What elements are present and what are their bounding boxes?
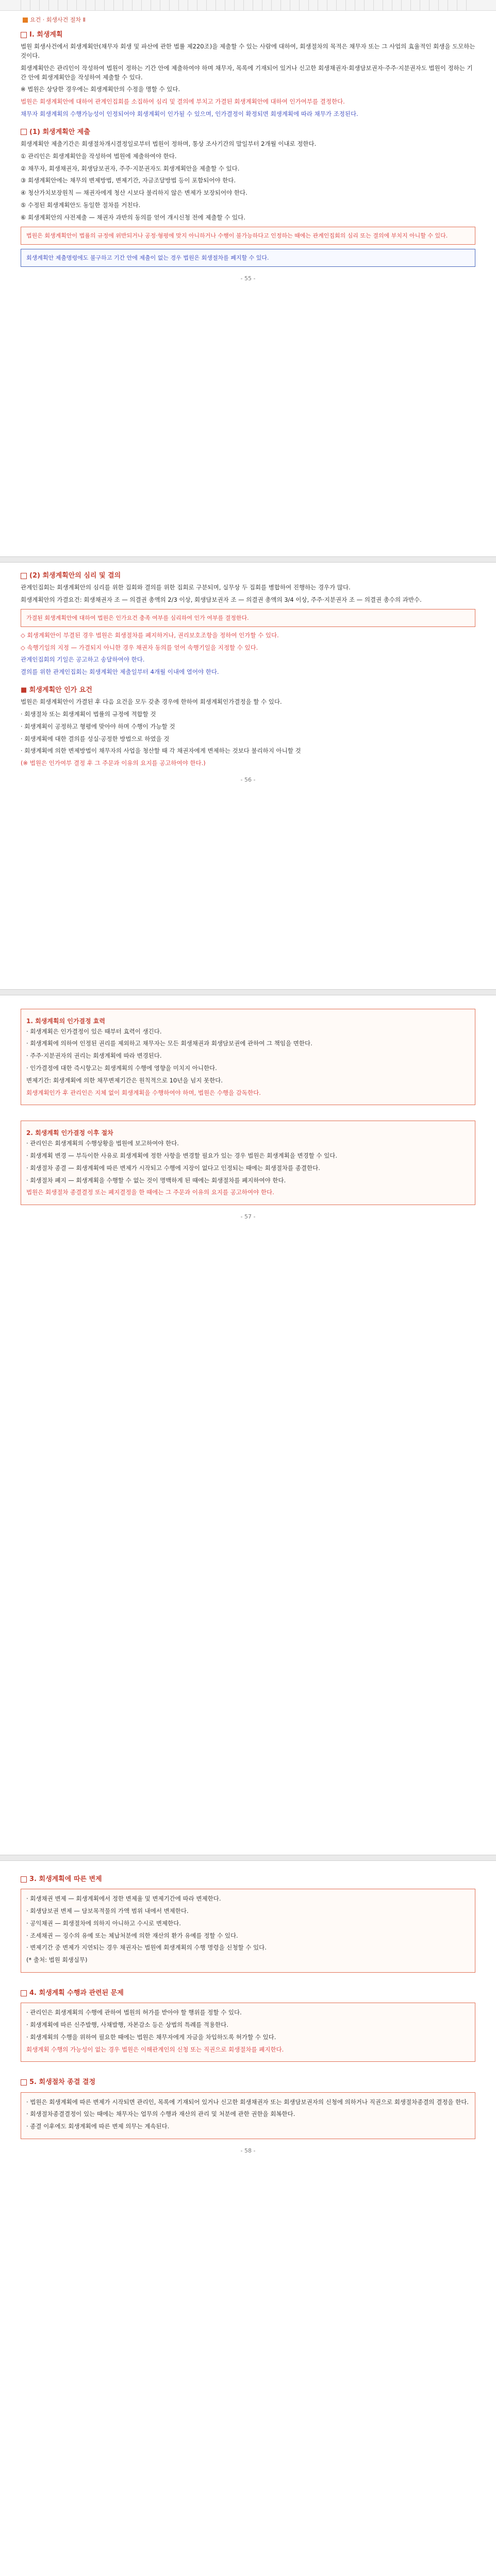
paragraph: ④ 청산가치보장원칙 — 채권자에게 청산 시보다 불리하지 않은 변제가 보장되어야 한다.	[21, 189, 247, 197]
ruler	[21, 0, 475, 10]
page-number: - 58 -	[240, 2147, 256, 2154]
box-line: · 회생계획 변경 — 부득이한 사유로 회생계획에 정한 사항을 변경할 필요가 있는 경우 법원은 회생계획을 변경할 수 있다.	[26, 1151, 338, 1159]
page-divider	[0, 556, 496, 563]
list-item: ◇ 회생계획안이 부결된 경우 법원은 회생절차를 폐지하거나, 권리보호조항을 정하여 인가할 수 있다.	[21, 631, 279, 639]
paragraph: ⑥ 회생계획안의 사전제출 — 채권자 과반의 동의를 얻어 개시신청 전에 제출할 수 있다.	[21, 213, 245, 221]
checkbox-icon	[21, 1876, 27, 1883]
notice-box: 회생계획안 제출명령에도 불구하고 기간 안에 제출이 없는 경우 법원은 회생절차를 폐지할 수 있다.	[21, 249, 475, 267]
paragraph: ※ 법원은 상당한 경우에는 회생계획안의 수정을 명할 수 있다.	[21, 86, 180, 93]
page-4	[21, 1870, 475, 2162]
box-line: · 변제기간 중 변제가 지연되는 경우 채권자는 법원에 회생계획의 수행 명령을 신청할 수 있다.	[26, 1944, 267, 1952]
blue-note: 결의를 위한 관계인집회는 회생계획안 제출일부터 4개월 이내에 열어야 한다.	[21, 668, 219, 676]
reference: (※ 법원은 인가여부 결정 후 그 주문과 이유의 요지를 공고하여야 한다.)	[21, 759, 206, 767]
callout-box: 가결된 회생계획안에 대하여 법원은 인가요건 충족 여부를 심리하여 인가 여부를 결정한다.	[21, 609, 475, 627]
page-1	[21, 26, 475, 290]
paragraph: 회생계획안의 가결요건: 회생채권자 조 — 의결권 총액의 2/3 이상, 회생담보권자 조 — 의결권 총액의 3/4 이상, 주주·지분권자 조 — 의결권 총수의 과반수.	[21, 596, 422, 603]
paragraph: · 회생절차 또는 회생계획이 법률의 규정에 적합할 것	[21, 710, 156, 718]
content-box	[21, 1889, 475, 1973]
paragraph: 회생계획안은 관리인이 작성하여 법원이 정하는 기간 안에 제출하여야 하며 채무자, 목록에 기재되어 있거나 신고한 회생채권자·회생담보권자·주주·지분권자도 법원이 정하는 기간 안에 회생계획안을 작성하여 제출할 수 있다.	[21, 64, 473, 81]
section-title: (2) 회생계획안의 심리 및 결의	[21, 571, 475, 581]
box-highlight: 회생계획인가 후 관리인은 지체 없이 회생계획을 수행하여야 하며, 법원은 수행을 감독한다.	[26, 1089, 261, 1096]
paragraph: 법원은 회생계획안이 가결된 후 다음 요건을 모두 갖춘 경우에 한하여 회생계획인가결정을 할 수 있다.	[21, 698, 282, 706]
red-note: 법원은 회생계획안에 대하여 관계인집회를 소집하여 심리 및 결의에 부치고 가결된 회생계획안에 대하여 인가여부를 결정한다.	[21, 98, 345, 106]
paragraph: ② 채무자, 회생채권자, 회생담보권자, 주주·지분권자도 회생계획안을 제출할 수 있다.	[21, 164, 240, 172]
section-title: (1) 회생계획안 제출	[21, 127, 475, 138]
paragraph: 법원 회생사건에서 회생계획안(채무자 회생 및 파산에 관한 법률 제220조)을 제출할 수 있는 사람에 대하여, 회생절차의 목적은 채무자 또는 그 사업의 효율적인 회생을 도모하는 것이다.	[21, 43, 475, 59]
box-line: · 회생계획에 따른 신주발행, 사채발행, 자본감소 등은 상법의 특례를 적용한다.	[26, 2021, 228, 2028]
box-line: · 주주·지분권자의 권리는 회생계획에 따라 변경된다.	[26, 1052, 162, 1060]
box-note: 회생계획 수행의 가능성이 없는 경우 법원은 이해관계인의 신청 또는 직권으로 회생절차를 폐지한다.	[26, 2045, 284, 2053]
paragraph: · 회생계획에 대한 결의를 성실·공정한 방법으로 하였을 것	[21, 735, 170, 742]
section-title: 5. 회생절차 종결 결정	[21, 2077, 475, 2088]
page-2	[21, 567, 475, 791]
reference: (* 출처: 법원 회생실무)	[26, 1956, 88, 1964]
box-line: · 회생절차 폐지 — 회생계획을 수행할 수 없는 것이 명백하게 된 때에는 회생절차를 폐지하여야 한다.	[26, 1176, 286, 1184]
box-line: · 법원은 회생계획에 따른 변제가 시작되면 관리인, 목록에 기재되어 있거나 신고한 회생채권자 또는 회생담보권자의 신청에 의하거나 직권으로 회생절차종결의 결정을 한다.	[26, 2098, 469, 2106]
paragraph: · 회생계획이 공정하고 형평에 맞아야 하며 수행이 가능할 것	[21, 722, 175, 730]
blue-note: 채무자 회생계획의 수행가능성이 인정되어야 회생계획이 인가될 수 있으며, 인가결정이 확정되면 회생계획에 따라 채무가 조정된다.	[21, 110, 358, 118]
list-item: ◇ 속행기일의 지정 — 가결되지 아니한 경우 채권자 동의를 얻어 속행기일을 지정할 수 있다.	[21, 643, 258, 651]
paragraph: ① 관리인은 회생계획안을 작성하여 법원에 제출하여야 한다.	[21, 152, 177, 160]
paragraph: 회생계획안 제출기간은 회생절차개시결정일로부터 법원이 정하며, 통상 조사기간의 말일부터 2개월 이내로 정한다.	[21, 140, 317, 147]
box-title: 1. 회생계획의 인가결정 효력	[26, 1018, 105, 1025]
checkbox-icon	[21, 2079, 27, 2086]
box-line: · 회생담보권 변제 — 담보목적물의 가액 범위 내에서 변제한다.	[26, 1907, 189, 1914]
page-number: - 56 -	[240, 776, 256, 784]
content-box	[21, 2092, 475, 2139]
paragraph: ③ 회생계획안에는 채무의 변제방법, 변제기간, 자금조달방법 등이 포함되어야 한다.	[21, 177, 236, 184]
box-line: · 조세채권 — 징수의 유예 또는 체납처분에 의한 재산의 환가 유예를 정할 수 있다.	[26, 1931, 238, 1939]
box-line: · 회생채권 변제 — 회생계획에서 정한 변제율 및 변제기간에 따라 변제한다.	[26, 1895, 221, 1903]
paragraph: · 회생계획에 의한 변제방법이 채무자의 사업을 청산할 때 각 채권자에게 변제하는 것보다 불리하지 아니할 것	[21, 747, 301, 755]
paragraph: ⑤ 수정된 회생계획안도 동일한 절차를 거친다.	[21, 201, 141, 209]
box-line: 변제기간: 회생계획에 의한 채무변제기간은 원칙적으로 10년을 넘지 못한다.	[26, 1076, 223, 1084]
checkbox-icon	[21, 573, 27, 579]
page-number: - 57 -	[240, 1213, 256, 1221]
info-box	[21, 1121, 475, 1205]
box-line: · 회생절차 종결 — 회생계획에 따른 변제가 시작되고 수행에 지장이 없다고 인정되는 때에는 회생절차를 종결한다.	[26, 1164, 320, 1172]
content-box	[21, 2003, 475, 2062]
box-title: 2. 회생계획 인가결정 이후 절차	[26, 1129, 113, 1137]
checkbox-icon	[21, 129, 27, 135]
section-title: Ⅰ. 회생계획	[21, 30, 475, 40]
box-line: · 인가결정에 대한 즉시항고는 회생계획의 수행에 영향을 미치지 아니한다.	[26, 1064, 217, 1072]
info-box	[21, 1009, 475, 1105]
box-line: · 회생계획에 의하여 인정된 권리를 제외하고 채무자는 모든 회생채권과 회생담보권에 관하여 그 책임을 면한다.	[26, 1040, 312, 1047]
viewer-toolbar	[0, 0, 496, 11]
checkbox-icon	[21, 1990, 27, 1996]
box-footnote: 법원은 회생절차 종결결정 또는 폐지결정을 한 때에는 그 주문과 이유의 요지를 공고하여야 한다.	[26, 1189, 274, 1196]
notice-box: 법원은 회생계획안이 법률의 규정에 위반되거나 공정·형평에 맞지 아니하거나 수행이 불가능하다고 인정하는 때에는 관계인집회의 심리 또는 결의에 부치지 아니할 수 있다.	[21, 227, 475, 245]
paragraph: 관계인집회는 회생계획안의 심리를 위한 집회와 결의를 위한 집회로 구분되며, 실무상 두 집회를 병합하여 진행하는 경우가 많다.	[21, 584, 351, 591]
box-line: · 공익채권 — 회생절차에 의하지 아니하고 수시로 변제한다.	[26, 1919, 181, 1927]
page-divider	[0, 989, 496, 995]
page-3	[21, 1005, 475, 1228]
page-divider	[0, 1855, 496, 1861]
breadcrumb-text: 요건 · 회생사건 절차 Ⅱ	[30, 16, 86, 23]
section-title: ■ 회생계획안 인가 요건	[21, 686, 92, 694]
breadcrumb	[23, 15, 86, 24]
box-line: · 관리인은 회생계획의 수행상황을 법원에 보고하여야 한다.	[26, 1140, 179, 1147]
bullet-icon	[23, 18, 28, 23]
checkbox-icon	[21, 32, 27, 38]
box-line: · 회생절차종결결정이 있는 때에는 채무자는 업무의 수행과 재산의 관리 및 처분에 관한 권한을 회복한다.	[26, 2110, 295, 2118]
section-title: 3. 회생계획에 따른 변제	[21, 1874, 475, 1885]
blue-note: 관계인집회의 기일은 공고하고 송달하여야 한다.	[21, 656, 145, 664]
box-line: · 회생계획은 인가결정이 있은 때부터 효력이 생긴다.	[26, 1027, 162, 1035]
box-line: · 관리인은 회생계획의 수행에 관하여 법원의 허가를 받아야 할 행위를 정할 수 있다.	[26, 2009, 242, 2016]
section-title: 4. 회생계획 수행과 관련된 문제	[21, 1988, 475, 1998]
box-line: · 회생계획의 수행을 위하여 필요한 때에는 법원은 채무자에게 자금을 차입하도록 허가할 수 있다.	[26, 2033, 276, 2041]
box-line: · 종결 이후에도 회생계획에 따른 변제 의무는 계속된다.	[26, 2123, 170, 2130]
page-number: - 55 -	[240, 275, 256, 282]
